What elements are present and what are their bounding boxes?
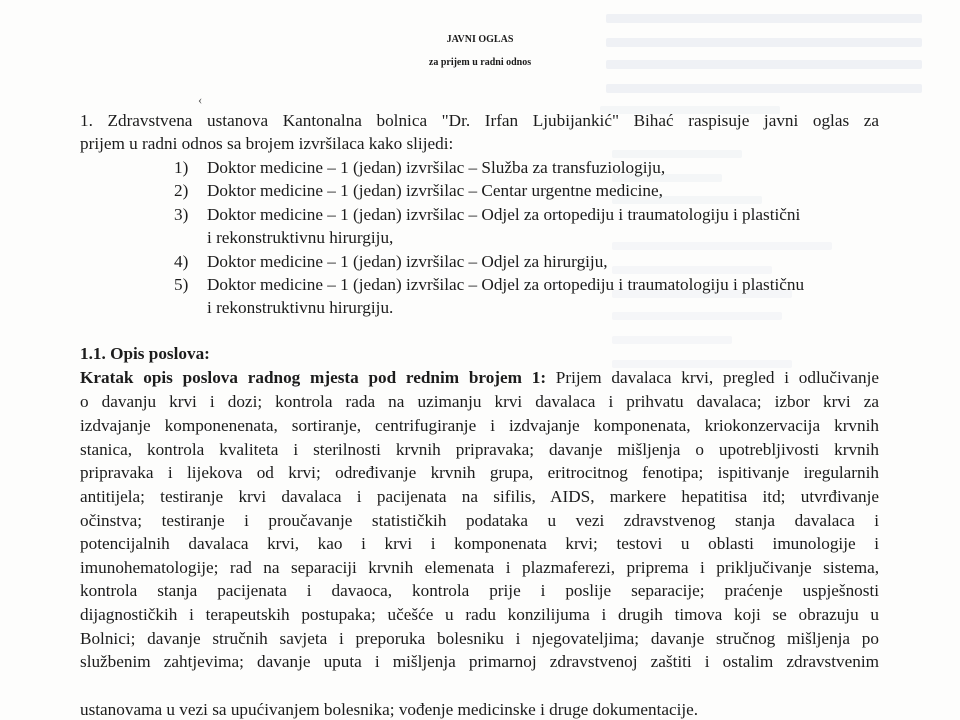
section-heading: 1.1. Opis poslova:: [80, 344, 210, 363]
position-text: Doktor medicine – 1 (jedan) izvršilac – Centar urgentne medicine,: [207, 181, 663, 200]
position-text: Doktor medicine – 1 (jedan) izvršilac – Odjel za ortopediju i traumatologiju i plastični: [207, 205, 801, 224]
description-line: [80, 367, 879, 389]
position-number: 5): [174, 275, 189, 294]
description-line: stanica, kontrola kvaliteta i sterilnosti krvnih pripravaka; davanje mišljenja o upotrebljivosti krvnih: [80, 440, 879, 459]
description-line: potencijalnih davalaca krvi, kao i krvi i komponenata krvi; testovi u oblasti imunologije i: [80, 534, 879, 553]
intro-line: prijem u radni odnos sa brojem izvršilaca kako slijedi:: [80, 134, 454, 153]
description-line: o davanju krvi i dozi; kontrola rada na uzimanju krvi davalaca i prihvatu davalaca; izbor krvi za: [80, 392, 879, 411]
description-line: pripravaka i lijekova od krvi; određivanje krvnih grupa, eritrocitnog fenotipa; ispitivanje iregularnih: [80, 463, 879, 482]
position-number: 3): [174, 205, 189, 224]
position-text: Doktor medicine – 1 (jedan) izvršilac – Odjel za hirurgiju,: [207, 252, 608, 271]
description-line: dijagnostičkih i terapeutskih postupaka; učešće u radu konzilijuma i drugih timova koji se obrazuju u: [80, 605, 879, 624]
description-line: antitijela; testiranje krvi davalaca i pacijenata na sifilis, AIDS, markere hepatitisa itd; utvrđivanje: [80, 487, 879, 506]
intro-line: 1. Zdravstvena ustanova Kantonalna bolnica "Dr. Irfan Ljubijankić" Bihać raspisuje javni oglas za: [80, 111, 879, 130]
description-line: izdvajanje komponenenata, sortiranje, centrifugiranje i izdvajanje komponenata, kriokonzervacija krvnih: [80, 416, 879, 435]
description-line: očinstva; testiranje i proučavanje statističkih podataka u vezi zdravstvenog stanja davalaca i: [80, 511, 879, 530]
description-line: službenim zahtjevima; davanje uputa i mišljenja primarnoj zdravstvenoj zaštiti i ostalim zdravstvenim: [80, 652, 879, 671]
description-line: ustanovama u vezi sa upućivanjem bolesnika; vođenje medicinske i druge dokumentacije.: [80, 700, 699, 719]
scan-speck: ‹: [198, 92, 203, 107]
description-line: imunohematologije; rad na separaciji krvnih elemenata i plazmaferezi, priprema i priključivanje sistema,: [80, 558, 879, 577]
position-number: 1): [174, 158, 189, 177]
position-text-continued: i rekonstruktivnu hirurgiju,: [207, 228, 394, 247]
document-title: JAVNI OGLAS: [446, 34, 514, 45]
description-line: kontrola stanja pacijenata i davaoca, kontrola prije i poslije separacije; praćenje uspješnosti: [80, 581, 879, 600]
description-lead: Kratak opis poslova radnog mjesta pod rednim brojem 1:: [80, 368, 547, 387]
description-line: Bolnici; davanje stručnih savjeta i preporuka bolesniku i njegovateljima; davanje stručnog mišljenja po: [80, 629, 879, 648]
description-text: Prijem davalaca krvi, pregled i odlučivanje: [546, 368, 879, 387]
position-text-continued: i rekonstruktivnu hirurgiju.: [207, 298, 394, 317]
document-subtitle: za prijem u radni odnos: [428, 57, 532, 68]
position-number: 4): [174, 252, 189, 271]
position-number: 2): [174, 181, 189, 200]
position-text: Doktor medicine – 1 (jedan) izvršilac – Služba za transfuziologiju,: [207, 158, 666, 177]
position-text: Doktor medicine – 1 (jedan) izvršilac – Odjel za ortopediju i traumatologiju i plastičnu: [207, 275, 805, 294]
